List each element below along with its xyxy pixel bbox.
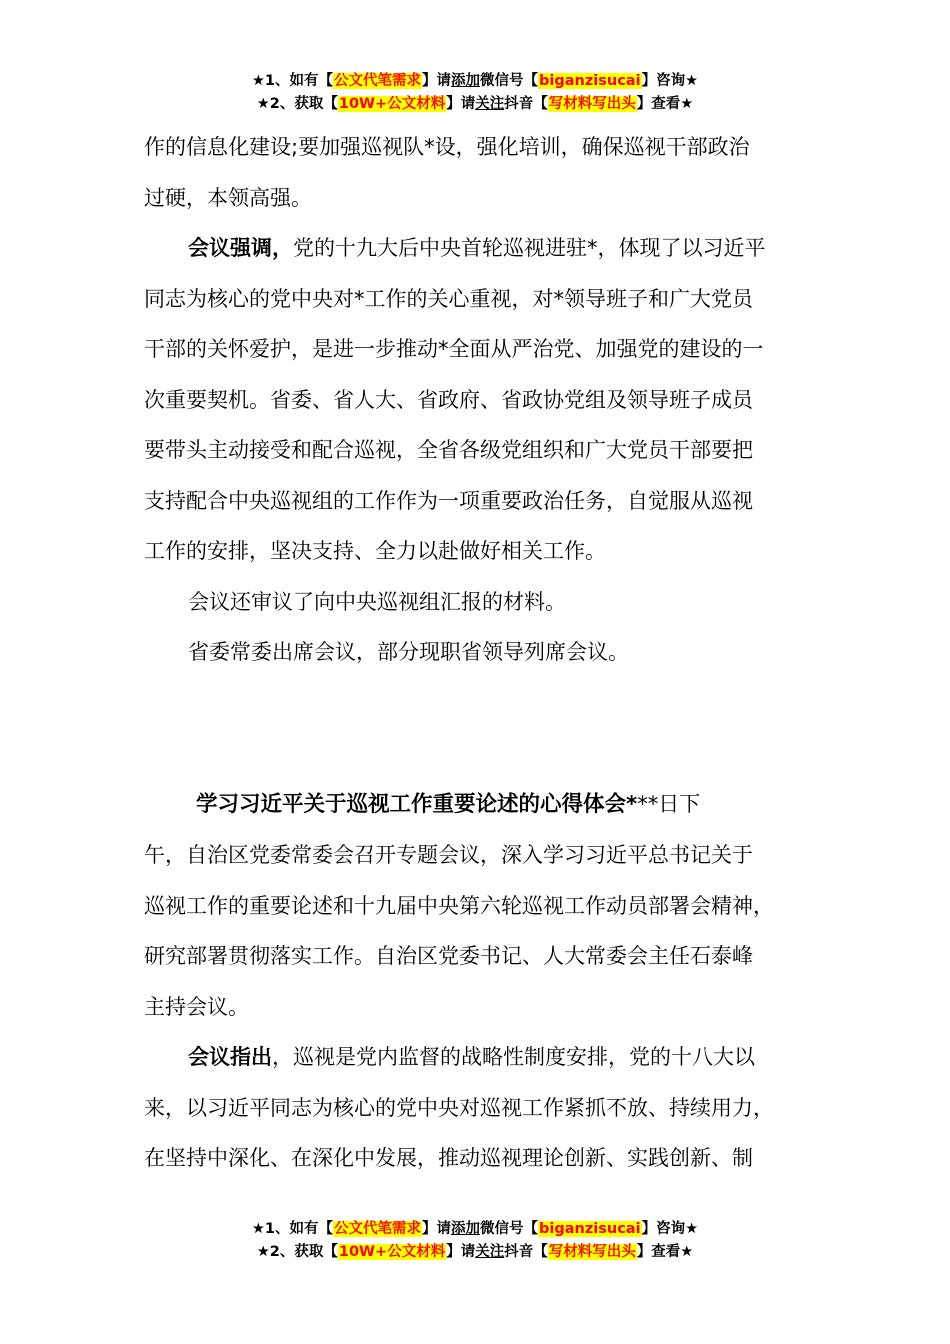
paragraph-line: 午，自治区党委常委会召开专题会议，深入学习习近平总书记关于: [144, 843, 753, 867]
section-gap: [144, 678, 810, 779]
underlined-text: 关注: [475, 1244, 505, 1260]
banner-text: 】查看★: [636, 1244, 694, 1260]
paragraph-line: 巡视工作的重要论述和十九届中央第六轮巡视工作动员部署会精神，: [144, 893, 774, 918]
banner-line-2: [0, 1241, 950, 1264]
paragraph-line: 干部的关怀爱护，是进一步推动*全面从严治党、加强党的建设的一: [144, 337, 764, 361]
underlined-text: 添加: [451, 1221, 481, 1237]
paragraph-lead: 会议指出: [188, 1045, 272, 1069]
paragraph-line: 作的信息化建设;要加强巡视队*设，强化培训，确保巡视干部政治: [144, 135, 750, 159]
banner-text: 】请: [422, 1221, 452, 1237]
paragraph-line: 研究部署贯彻落实工作。自治区党委书记、人大常委会主任石泰峰: [144, 944, 753, 968]
paragraph-line: 主持会议。: [144, 994, 249, 1019]
banner-text: 】请: [446, 96, 476, 112]
highlight-text: 公文代笔需求: [334, 73, 422, 89]
header-banner: [0, 70, 950, 116]
paragraph-text: 党的十九大后中央首轮巡视进驻*，体现了以习近平: [293, 236, 766, 260]
document-body: [144, 122, 810, 1184]
banner-line-2: [0, 93, 950, 116]
paragraph-line: 会议还审议了向中央巡视组汇报的材料。: [188, 589, 566, 614]
paragraph-line: 在坚持中深化、在深化中发展，推动巡视理论创新、实践创新、制: [144, 1146, 753, 1170]
paragraph-line: 工作的安排，坚决支持、全力以赴做好相关工作。: [144, 539, 606, 563]
banner-text: ★2、获取【: [256, 96, 338, 112]
highlight-text: 公文代笔需求: [334, 1221, 422, 1237]
paragraph-text: **日下: [637, 791, 701, 816]
underlined-text: 关注: [475, 96, 505, 112]
banner-text: 】查看★: [636, 96, 694, 112]
highlight-text: 10W+公文材料: [338, 1244, 446, 1260]
banner-text: 】请: [422, 73, 452, 89]
footer-banner: [0, 1218, 950, 1264]
paragraph-line: 来，以习近平同志为核心的党中央对巡视工作紧抓不放、持续用力，: [144, 1095, 774, 1120]
paragraph-line: [144, 223, 810, 274]
paragraph-line: 过硬，本领高强。: [144, 185, 312, 210]
banner-text: 】咨询★: [641, 73, 699, 89]
banner-line-1: [0, 70, 950, 93]
banner-text: ★2、获取【: [256, 1244, 338, 1260]
banner-line-1: [0, 1218, 950, 1241]
underlined-text: 添加: [451, 73, 481, 89]
douyin-account-highlight: 写材料写出头: [548, 96, 636, 112]
banner-text: 】请: [446, 1244, 476, 1260]
paragraph-line: 省委常委出席会议，部分现职省领导列席会议。: [188, 640, 629, 664]
paragraph-line: 要带头主动接受和配合巡视，全省各级党组织和广大党员干部要把: [144, 438, 753, 462]
banner-text: ★1、如有【: [251, 1221, 334, 1237]
banner-text: 微信号【: [480, 1221, 539, 1237]
wechat-id-highlight: biganzisucai: [539, 73, 641, 89]
paragraph-lead: 会议强调，: [188, 236, 293, 260]
paragraph-line: [144, 1032, 810, 1083]
paragraph-line: 支持配合中央巡视组的工作作为一项重要政治任务，自觉服从巡视: [144, 488, 753, 513]
highlight-text: 10W+公文材料: [338, 96, 446, 112]
paragraph-text: ，巡视是党内监督的战略性制度安排，党的十八大以: [272, 1045, 755, 1069]
douyin-account-highlight: 写材料写出头: [548, 1244, 636, 1260]
banner-text: 抖音【: [504, 96, 548, 112]
paragraph-line: 次重要契机。省委、省人大、省政府、省政协党组及领导班子成员: [144, 387, 753, 412]
wechat-id-highlight: biganzisucai: [539, 1221, 641, 1237]
section-title: 学习习近平关于巡视工作重要论述的心得体会*: [196, 791, 638, 817]
section-title-line: [144, 779, 810, 831]
banner-text: 抖音【: [504, 1244, 548, 1260]
banner-text: 】咨询★: [641, 1221, 699, 1237]
paragraph-line: 同志为核心的党中央对*工作的关心重视，对*领导班子和广大党员: [144, 286, 753, 311]
banner-text: ★1、如有【: [251, 73, 334, 89]
banner-text: 微信号【: [480, 73, 539, 89]
